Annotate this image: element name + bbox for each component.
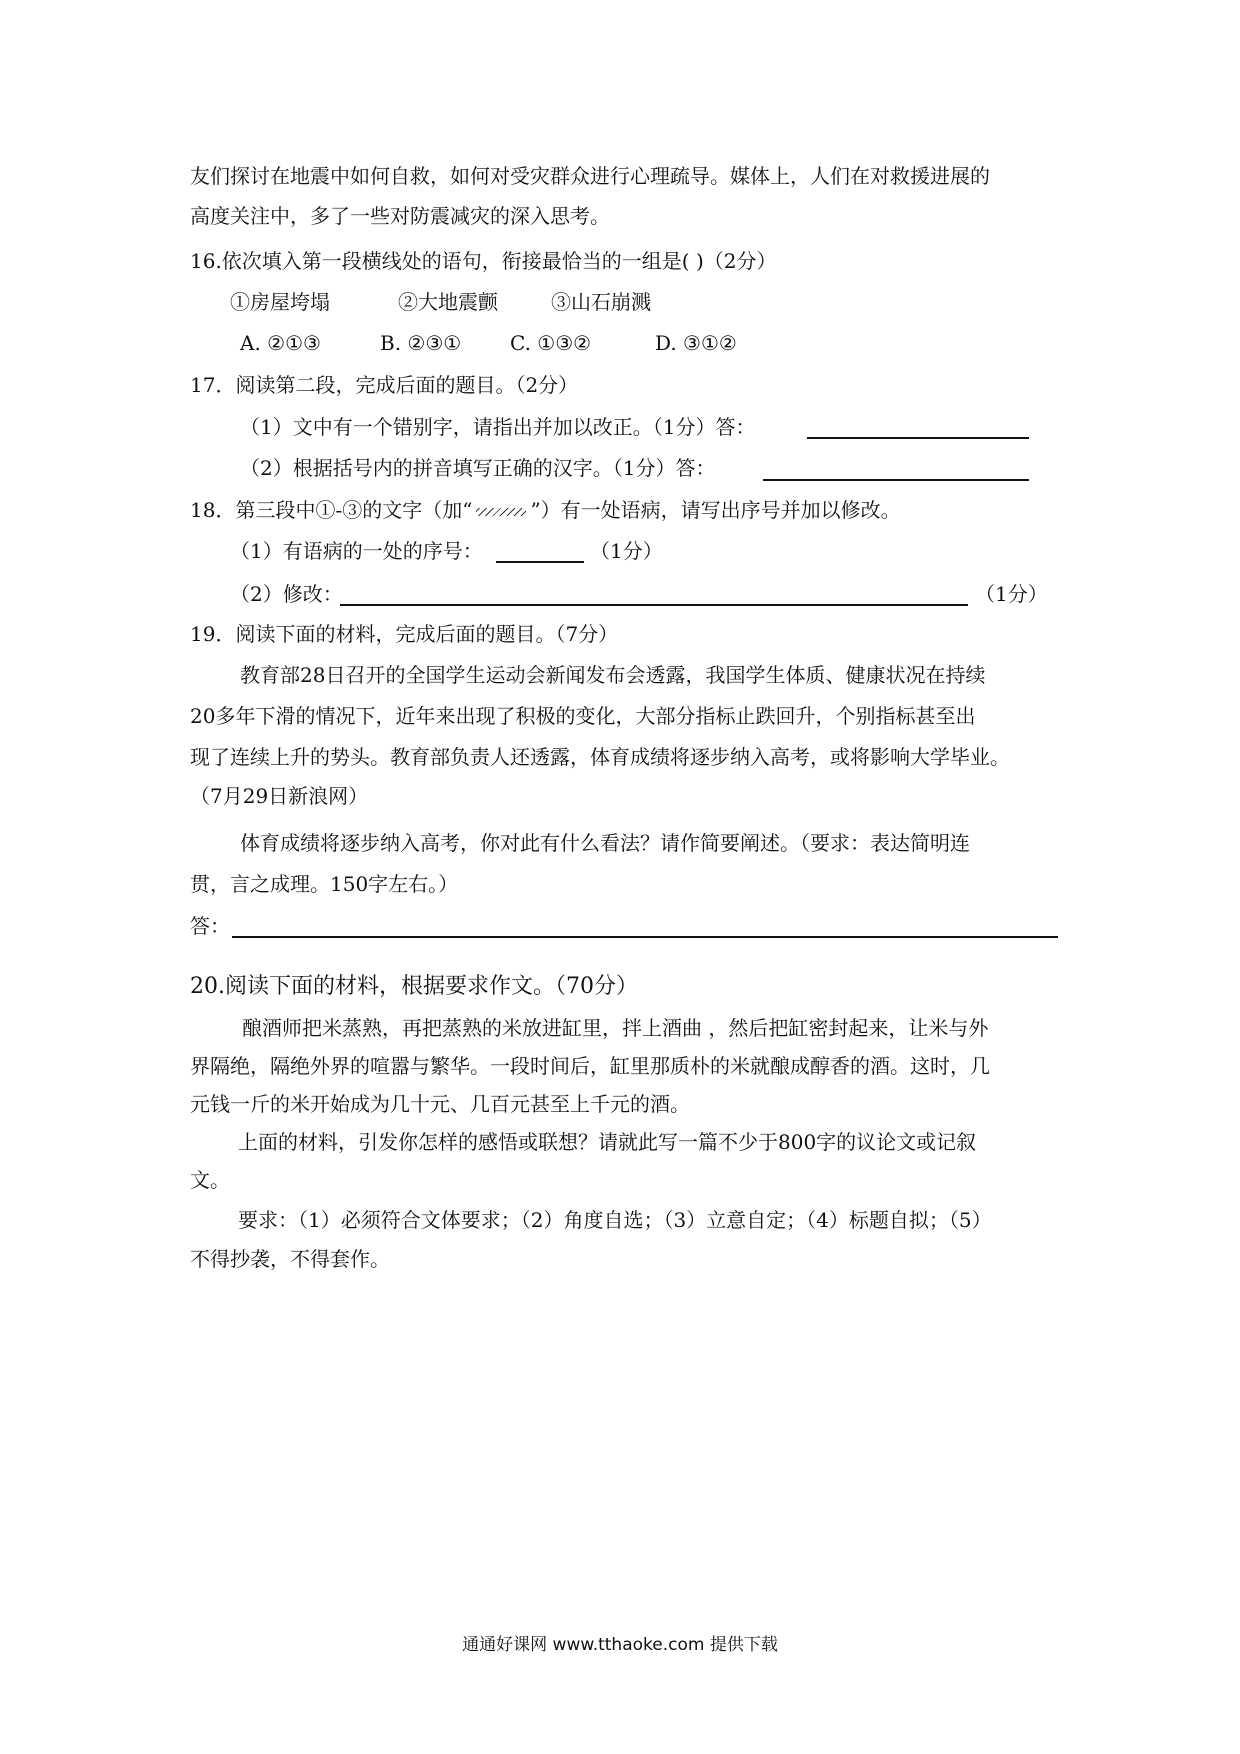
q16-item-1: ①房屋垮塌 — [230, 290, 330, 314]
q18-sub1-score: （1分） — [590, 539, 663, 563]
intro-line-1: 友们探讨在地震中如何自救，如何对受灾群众进行心理疏导。媒体上，人们在对救援进展的 — [190, 164, 990, 188]
q19-stem: 19．阅读下面的材料，完成后面的题目。（7分） — [190, 622, 619, 646]
q20-requirements-line-2: 不得抄袭，不得套作。 — [190, 1247, 390, 1271]
q20-stem: 20.阅读下面的材料，根据要求作文。（70分） — [190, 974, 638, 999]
q19-source: （7月29日新浪网） — [190, 784, 369, 808]
q17-sub1: （1）文中有一个错别字，请指出并加以改正。（1分）答： — [240, 415, 756, 439]
q20-prompt-line-1: 上面的材料，引发你怎样的感悟或联想？请就此写一篇不少于800字的议论文或记叙 — [238, 1130, 977, 1154]
q16-option-c: C. ①③② — [510, 331, 592, 355]
q18-sub1-answer-blank[interactable] — [496, 561, 584, 563]
q19-prompt-line-2: 贯，言之成理。150字左右。） — [190, 872, 459, 896]
q18-sub2-score: （1分） — [975, 582, 1048, 606]
q19-answer-label: 答： — [190, 914, 230, 938]
q19-para-line-2: 20多年下滑的情况下，近年来出现了积极的变化，大部分指标止跌回升，个别指标甚至出 — [190, 704, 976, 728]
q20-para-line-3: 元钱一斤的米开始成为几十元、几百元甚至上千元的酒。 — [190, 1092, 690, 1116]
q18-sub2: （2）修改： — [230, 582, 343, 606]
q18-stem-part-b: ”）有一处语病，请写出序号并加以修改。 — [530, 498, 901, 522]
q19-para-line-3: 现了连续上升的势头。教育部负责人还透露，体育成绩将逐步纳入高考，或将影响大学毕业。 — [190, 745, 1010, 769]
intro-line-2: 高度关注中，多了一些对防震减灾的深入思考。 — [190, 204, 610, 228]
q19-para-line-1: 教育部28日召开的全国学生运动会新闻发布会透露，我国学生体质、健康状况在持续 — [240, 663, 986, 687]
q16-item-3: ③山石崩溅 — [551, 290, 651, 314]
q18-stem-part-a: 18．第三段中①-③的文字（加“ — [190, 498, 473, 522]
page-footer: 通通好课网 www.tthaoke.com 提供下载 — [462, 1635, 778, 1655]
q18-sub2-answer-blank[interactable] — [340, 604, 968, 606]
q19-prompt-line-1: 体育成绩将逐步纳入高考，你对此有什么看法？请作简要阐述。（要求：表达简明连 — [240, 831, 970, 855]
q17-sub2: （2）根据括号内的拼音填写正确的汉字。（1分）答： — [240, 456, 716, 480]
q20-requirements-line-1: 要求：（1）必须符合文体要求；（2）角度自选；（3）立意自定；（4）标题自拟；（5） — [238, 1208, 992, 1232]
q18-sub1: （1）有语病的一处的序号： — [230, 539, 483, 563]
q16-stem: 16.依次填入第一段横线处的语句，衔接最恰当的一组是( )（2分） — [190, 249, 777, 273]
q16-option-d: D. ③①② — [655, 331, 737, 355]
q20-para-line-1: 酿酒师把米蒸熟，再把蒸熟的米放进缸里，拌上酒曲 ，然后把缸密封起来，让米与外 — [242, 1016, 989, 1040]
q17-stem: 17．阅读第二段，完成后面的题目。（2分） — [190, 373, 579, 397]
q16-option-a: A. ②①③ — [240, 331, 321, 355]
q17-sub2-answer-blank[interactable] — [763, 479, 1029, 481]
q20-para-line-2: 界隔绝，隔绝外界的喧嚣与繁华。一段时间后，缸里那质朴的米就酿成醇香的酒。这时，几 — [190, 1054, 990, 1078]
q16-item-2: ②大地震颤 — [398, 290, 498, 314]
q18-stem — [190, 496, 901, 524]
q20-prompt-line-2: 文。 — [190, 1168, 230, 1192]
q17-sub1-answer-blank[interactable] — [807, 437, 1029, 439]
q16-option-b: B. ②③① — [380, 331, 462, 355]
q19-answer-blank[interactable] — [232, 936, 1058, 938]
wavy-underline-mark — [476, 508, 526, 516]
